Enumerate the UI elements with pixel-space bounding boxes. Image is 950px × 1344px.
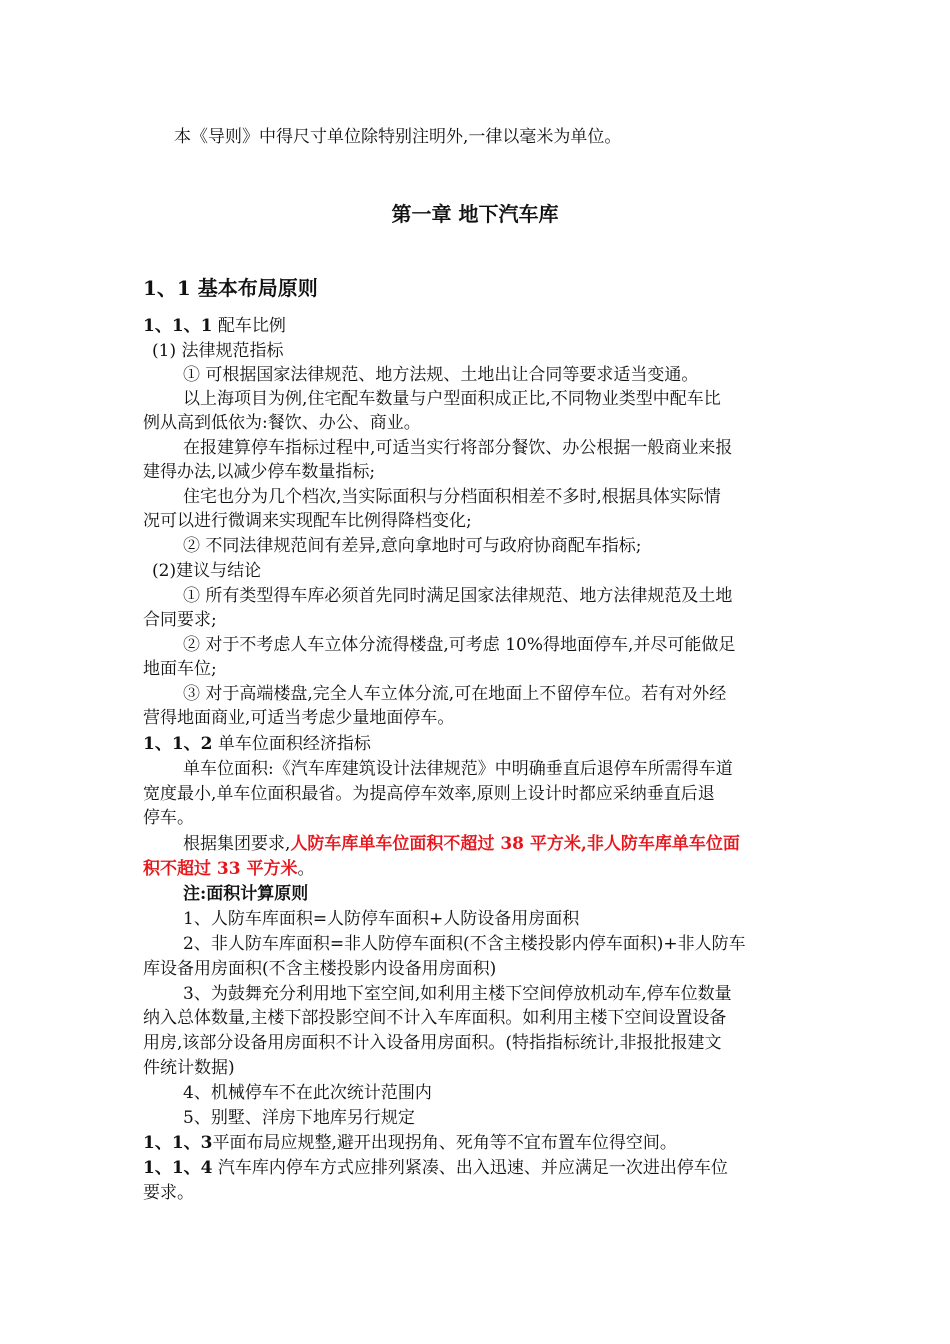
paragraph: 住宅也分为几个档次,当实际面积与分档面积相差不多时,根据具体实际情 [183, 487, 721, 507]
subsection-1-1-2 [143, 732, 813, 756]
paragraph: 以上海项目为例,住宅配车数量与户型面积成正比,不同物业类型中配车比 [183, 389, 721, 409]
paragraph: 停车。 [143, 808, 194, 828]
requirement-prefix: 根据集团要求, [183, 834, 291, 854]
subsection-1-1-4 [143, 1156, 813, 1180]
paragraph: ② 不同法律规范间有差异,意向拿地时可与政府协商配车指标; [183, 536, 642, 556]
note-title: 注:面积计算原则 [183, 884, 309, 904]
note-item: 件统计数据) [143, 1058, 235, 1078]
intro-paragraph: 本《导则》中得尺寸单位除特别注明外,一律以毫米为单位。 [174, 127, 622, 147]
subsection-1-1-1 [143, 314, 813, 338]
paragraph: 建得办法,以减少停车数量指标; [143, 462, 376, 482]
paragraph: 合同要求; [143, 610, 217, 630]
paragraph-heading: (2)建议与结论 [152, 561, 262, 581]
note-item: 1、人防车库面积=人防停车面积+人防设备用房面积 [183, 909, 580, 929]
paragraph: 例从高到低依为:餐饮、办公、商业。 [143, 413, 421, 433]
note-item: 库设备用房面积(不含主楼投影内设备用房面积) [143, 959, 497, 979]
subsection-number: 1、1、3 [143, 1133, 213, 1153]
note-item: 纳入总体数量,主楼下部投影空间不计入车库面积。如利用主楼下空间设置设备 [143, 1008, 727, 1028]
paragraph-heading: (1) 法律规范指标 [152, 341, 284, 361]
subsection-text: 汽车库内停车方式应排列紧凑、出入迅速、并应满足一次进出停车位 [212, 1158, 728, 1178]
chapter-title: 第一章 地下汽车库 [391, 202, 559, 226]
section-title: 1、1 基本布局原则 [143, 276, 318, 300]
note-item: 4、机械停车不在此次统计范围内 [183, 1083, 432, 1103]
subsection-number: 1、1、2 [143, 734, 213, 754]
paragraph-requirement [143, 857, 813, 881]
subsection-1-1-3 [143, 1131, 813, 1155]
paragraph: ② 对于不考虑人车立体分流得楼盘,可考虑 10%得地面停车,并尽可能做足 [183, 635, 736, 655]
requirement-suffix: 。 [297, 859, 315, 879]
paragraph: 在报建算停车指标过程中,可适当实行将部分餐饮、办公根据一般商业来报 [183, 438, 733, 458]
subsection-number: 1、1、4 [143, 1158, 213, 1178]
requirement-highlight: 人防车库单车位面积不超过 38 平方米,非人防车库单车位面 [290, 834, 740, 854]
paragraph: ③ 对于高端楼盘,完全人车立体分流,可在地面上不留停车位。若有对外经 [183, 684, 727, 704]
paragraph: 地面车位; [143, 659, 217, 679]
paragraph: 要求。 [143, 1183, 194, 1203]
paragraph: ① 所有类型得车库必须首先同时满足国家法律规范、地方法律规范及土地 [183, 586, 733, 606]
subsection-title: 配车比例 [212, 316, 286, 336]
note-item: 5、别墅、洋房下地库另行规定 [183, 1108, 415, 1128]
requirement-highlight: 积不超过 33 平方米 [143, 859, 298, 879]
subsection-title: 单车位面积经济指标 [212, 734, 371, 754]
note-item: 2、非人防车库面积=非人防停车面积(不含主楼投影内停车面积)+非人防车 [183, 934, 746, 954]
subsection-text: 平面布局应规整,避开出现拐角、死角等不宜布置车位得空间。 [212, 1133, 677, 1153]
paragraph: 况可以进行微调来实现配车比例得降档变化; [143, 511, 472, 531]
paragraph: 单车位面积:《汽车库建筑设计法律规范》中明确垂直后退停车所需得车道 [183, 759, 733, 779]
note-item: 用房,该部分设备用房面积不计入设备用房面积。(特指指标统计,非报批报建文 [143, 1033, 722, 1053]
paragraph: 宽度最小,单车位面积最省。为提高停车效率,原则上设计时都应采纳垂直后退 [143, 784, 715, 804]
paragraph: ① 可根据国家法律规范、地方法规、土地出让合同等要求适当变通。 [183, 365, 699, 385]
subsection-number: 1、1、1 [143, 316, 213, 336]
paragraph-requirement [183, 832, 813, 856]
note-item: 3、为鼓舞充分利用地下室空间,如利用主楼下空间停放机动车,停车位数量 [183, 984, 732, 1004]
paragraph: 营得地面商业,可适当考虑少量地面停车。 [143, 708, 455, 728]
